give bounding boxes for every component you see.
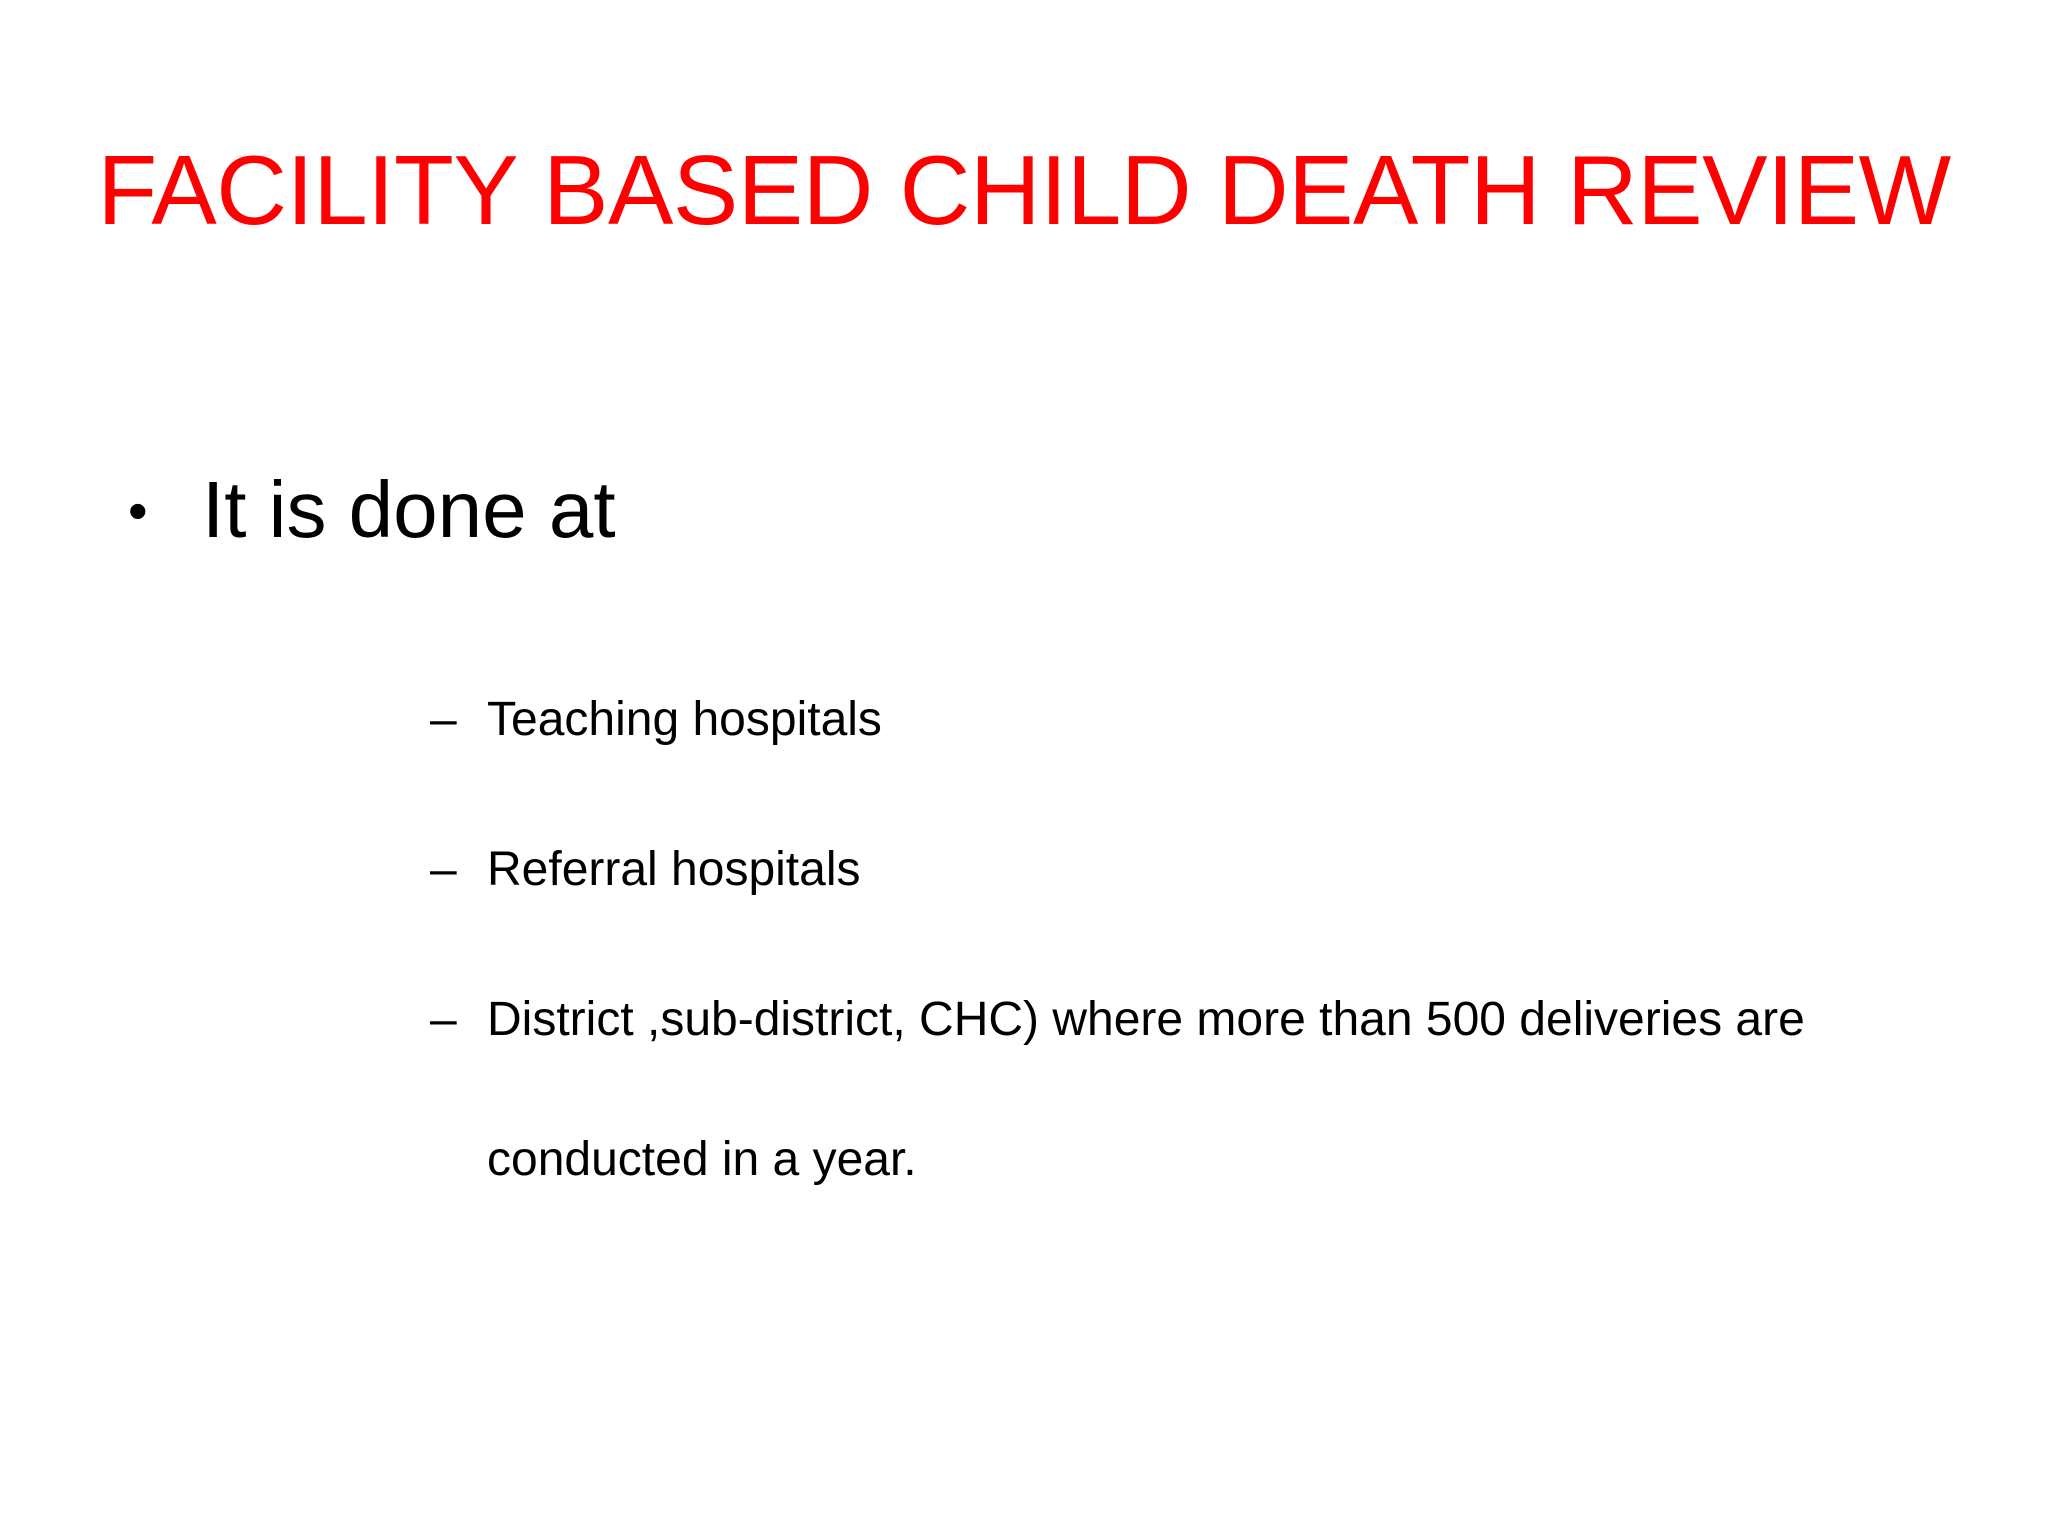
dash-marker: – <box>430 693 457 746</box>
dash-marker: – <box>430 993 457 1046</box>
bullet-text: It is done at <box>202 465 616 554</box>
sub-bullet-list <box>430 650 1990 1240</box>
sub-bullet-item <box>430 650 1990 790</box>
slide-title: FACILITY BASED CHILD DEATH REVIEW <box>97 135 1951 245</box>
bullet-point <box>128 460 616 560</box>
sub-bullet-text: Teaching hospitals <box>487 693 882 746</box>
dash-marker: – <box>430 843 457 896</box>
bullet-marker: • <box>128 478 148 542</box>
sub-bullet-item <box>430 800 1990 940</box>
sub-bullet-item <box>430 950 1990 1230</box>
sub-bullet-text: District ,sub-district, CHC) where more than 500 deliveries are conducted in a year. <box>487 993 1805 1186</box>
sub-bullet-text: Referral hospitals <box>487 843 861 896</box>
